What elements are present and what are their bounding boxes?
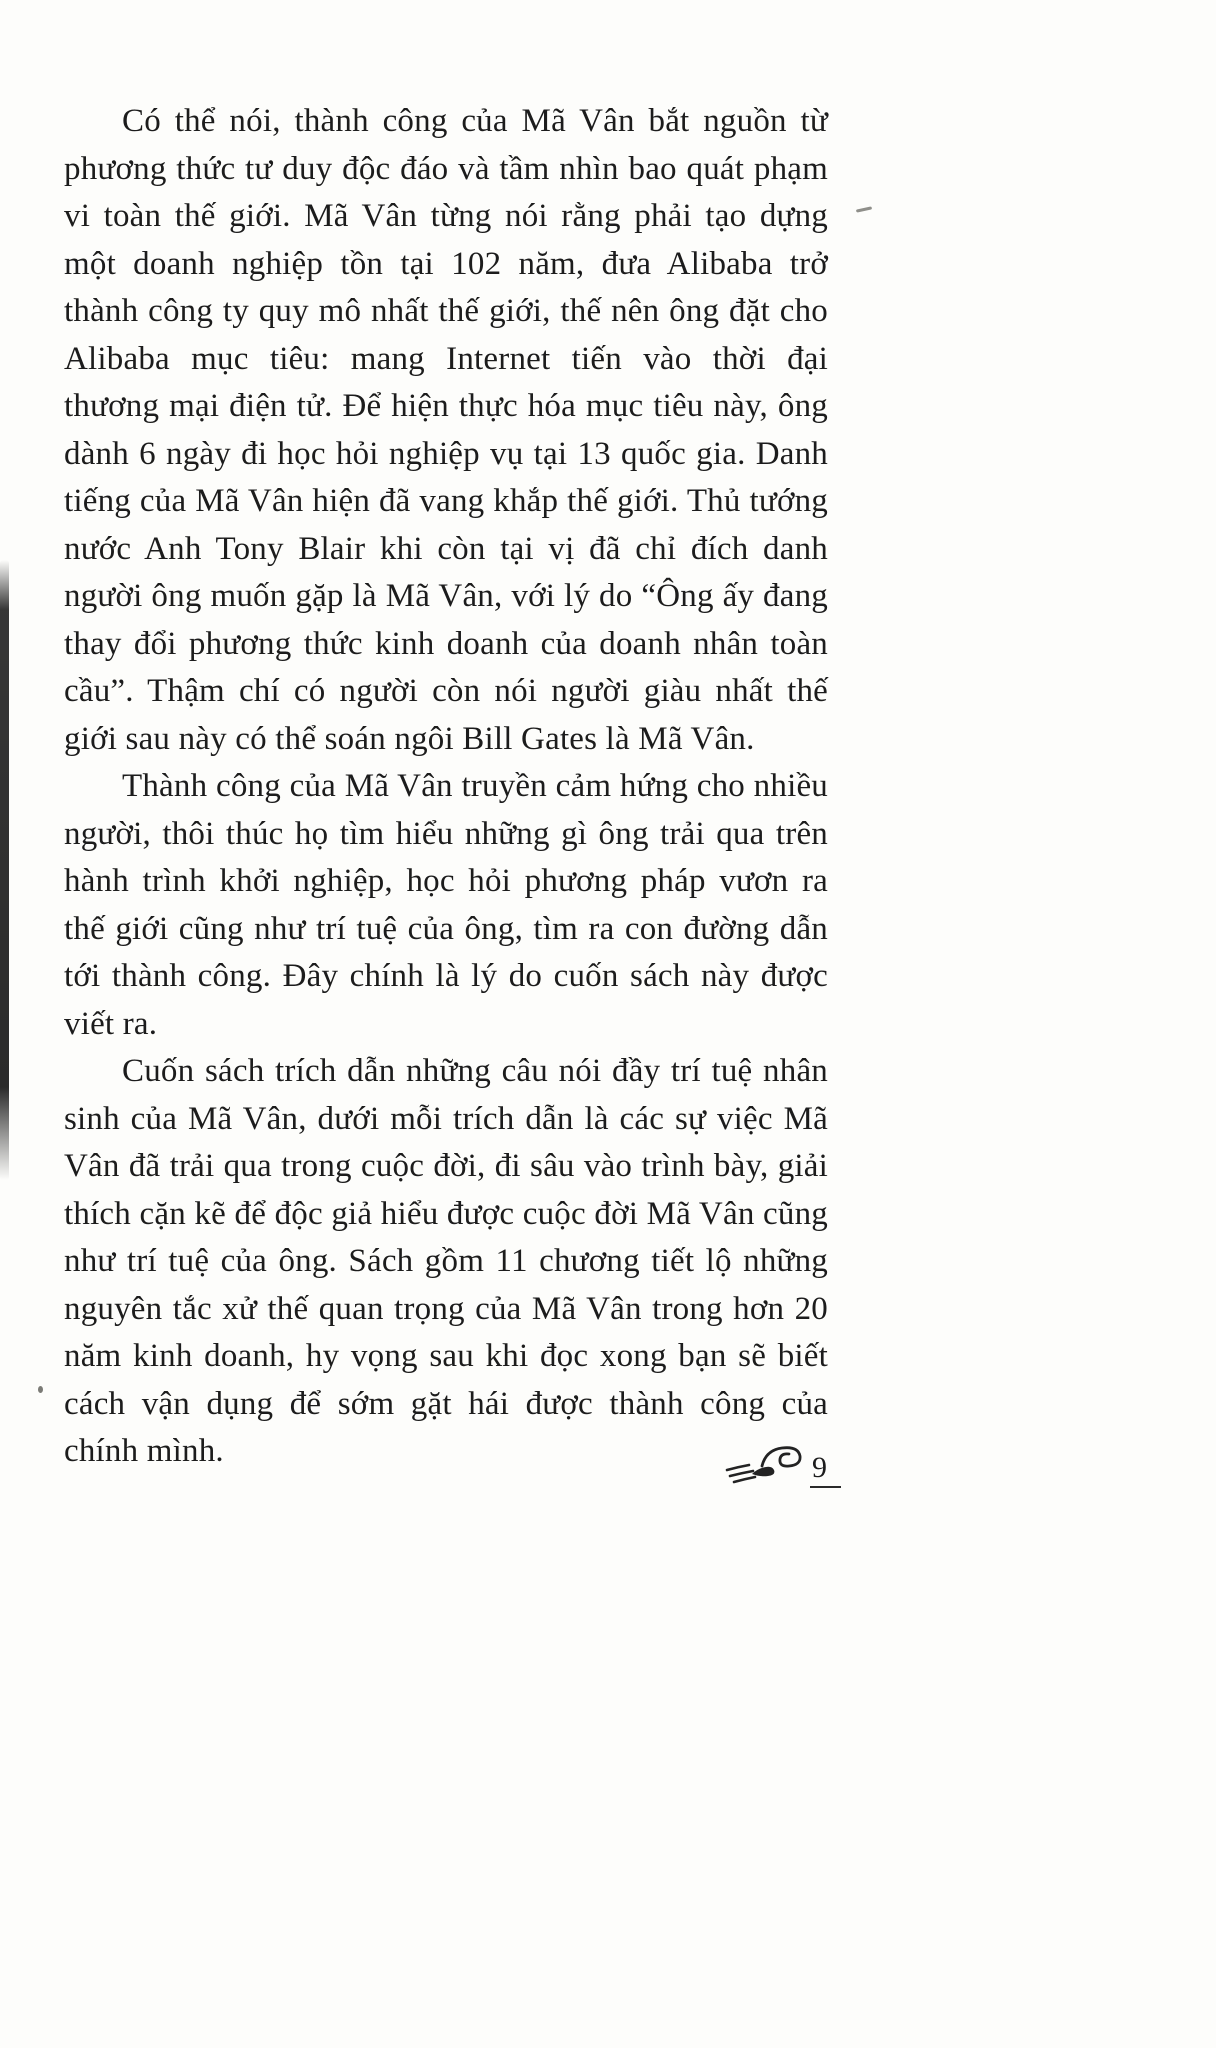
- scan-dash-artifact: [856, 206, 872, 212]
- scan-dot-artifact: [38, 1386, 43, 1393]
- paragraph-book-content: Cuốn sách trích dẫn những câu nói đầy trí tuệ nhân sinh của Mã Vân, dưới mỗi trích dẫn là các sự việc Mã Vân đã trải qua trong cuộc đời, đi sâu vào trình bày, giải thích cặn kẽ để độc giả hiểu được cuộc đời Mã Vân cũng như trí tuệ của ông. Sách gồm 11 chương tiết lộ những nguyên tắc xử thế quan trọng của Mã Vân trong hơn 20 năm kinh doanh, hy vọng sau khi đọc xong bạn sẽ biết cách vận dụng để sớm gặt hái được thành công của chính mình.: [64, 1053, 828, 1469]
- paragraph-intro-success: Có thể nói, thành công của Mã Vân bắt nguồn từ phương thức tư duy độc đáo và tầm nhìn bao quát phạm vi toàn thế giới. Mã Vân từng nói rằng phải tạo dựng một doanh nghiệp tồn tại 102 năm, đưa Alibaba trở thành công ty quy mô nhất thế giới, thế nên ông đặt cho Alibaba mục tiêu: mang Internet tiến vào thời đại thương mại điện tử. Để hiện thực hóa mục tiêu này, ông dành 6 ngày đi học hỏi nghiệp vụ tại 13 quốc gia. Danh tiếng của Mã Vân hiện đã vang khắp thế giới. Thủ tướng nước Anh Tony Blair khi còn tại vị đã chỉ đích danh người ông muốn gặp là Mã Vân, với lý do “Ông ấy đang thay đổi phương thức kinh doanh của doanh nhân toàn cầu”. Thậm chí có người còn nói người giàu nhất thế giới sau này có thể soán ngôi Bill Gates là Mã Vân.: [64, 103, 828, 757]
- page-number: 9: [812, 1451, 827, 1484]
- page-footer: [724, 1432, 854, 1488]
- quill-flourish-icon: [724, 1436, 808, 1488]
- scan-edge-artifact: [0, 560, 9, 1180]
- paragraph-inspiration: Thành công của Mã Vân truyền cảm hứng cho nhiều người, thôi thúc họ tìm hiểu những gì ông trải qua trên hành trình khởi nghiệp, học hỏi phương pháp vươn ra thế giới cũng như trí tuệ của ông, tìm ra con đường dẫn tới thành công. Đây chính là lý do cuốn sách này được viết ra.: [64, 768, 828, 1042]
- text-block: [64, 98, 828, 1476]
- page-number-underline: [810, 1452, 841, 1488]
